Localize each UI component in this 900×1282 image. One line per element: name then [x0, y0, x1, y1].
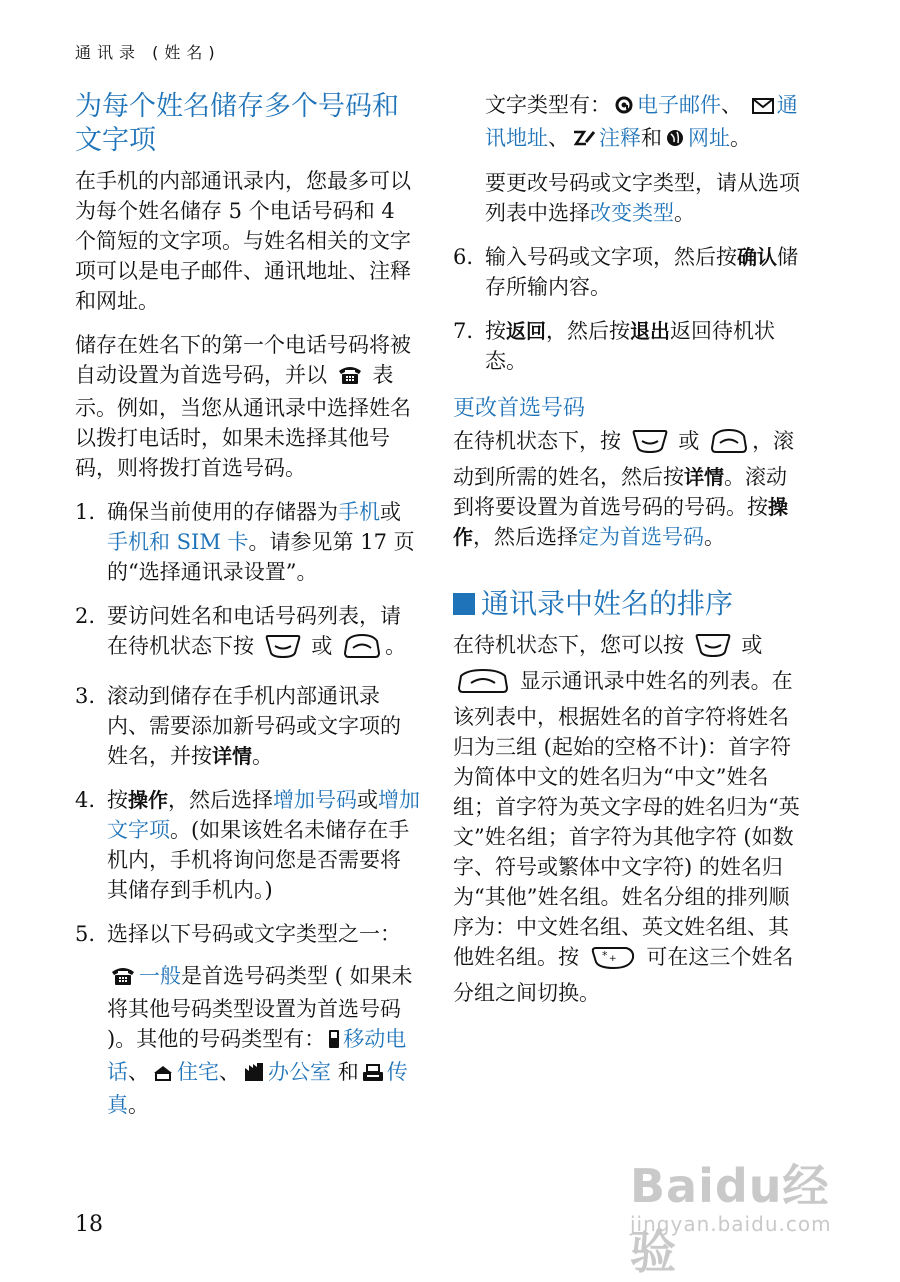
star-key-icon: [590, 944, 636, 978]
options-softkey-label: 操作: [453, 495, 788, 549]
and-text: 和: [337, 1060, 359, 1084]
intro-paragraph-1: 在手机的内部通讯录内，您最多可以为每个姓名储存 5 个电话号码和 4 个简短的文字项。与姓名相关的文字项可以是电子邮件、通讯地址、注释和网址。: [75, 169, 411, 313]
page-number: 18: [75, 1212, 103, 1237]
step5-text-a: 选择以下号码或文字类型之一：: [107, 922, 401, 946]
fax-type-option[interactable]: 传真: [107, 1060, 408, 1117]
step4-text-b: ，然后选择: [168, 788, 273, 812]
sub-text-a: 在待机状态下，按: [453, 429, 621, 453]
down-key-icon: [632, 428, 668, 462]
up-key-icon: [710, 428, 748, 462]
step2-text-b: 或: [311, 634, 333, 658]
step1-text-a: 确保当前使用的存储器为: [107, 500, 338, 524]
fax-icon: [362, 1060, 384, 1090]
separator: 、: [548, 126, 569, 150]
email-icon: [614, 93, 634, 123]
step6-text-a: 输入号码或文字项，然后按: [485, 245, 737, 269]
step7-text-c: 返回待机状态。: [485, 319, 775, 373]
set-preferred-option[interactable]: 定为首选号码: [578, 525, 704, 549]
sort-text-b: 显示通讯录中姓名的列表。在该列表中，根据姓名的首字符将姓名归为三组 (起始的空格不计)：首字符为简体中文的姓名归为“中文”姓名组；首字符为英文字母的姓名归为“英文”姓名组；首字符为其他字符 (如数字、符号或繁体中文字符) 的姓名归为“其他”姓名组。姓名分组的排列顺序为：中文姓名组、英文姓名组、其他姓名组。按: [453, 669, 800, 969]
home-icon: [152, 1060, 174, 1090]
step-number: 6.: [453, 245, 474, 269]
separator: 、: [721, 93, 742, 117]
right-column: [453, 90, 803, 1022]
step1-text-c: 。请参见第 17 页的“选择通讯录设置”。: [107, 530, 415, 584]
step5-text-b: 是首选号码类型 ( 如果未将其他号码类型设置为首选号码 )。其他的号码类型有：: [107, 964, 413, 1051]
step-4: [75, 785, 420, 905]
running-header: 通讯录 (姓名): [75, 43, 221, 62]
page-title: 为每个姓名储存多个号码和文字项: [75, 91, 399, 156]
svg-text:+: +: [608, 954, 617, 964]
url-type-option[interactable]: 网址: [688, 126, 730, 150]
phone-icon: [337, 363, 363, 393]
left-column: [75, 90, 420, 1134]
change-type-paragraph: [453, 168, 803, 228]
step2-text-a: 要访问姓名和电话号码列表，请在待机状态下按: [107, 604, 401, 658]
sort-text-a: 在待机状态下，您可以按: [453, 633, 684, 657]
and-text: 和: [641, 126, 662, 150]
change-type-option[interactable]: 改变类型: [590, 201, 674, 225]
sorting-paragraph: [453, 630, 803, 1008]
details-softkey-label: 详情: [684, 465, 724, 489]
step-number: 7.: [453, 319, 474, 343]
memory-phone-sim-option[interactable]: 手机和 SIM 卡: [107, 530, 249, 554]
step-7: [453, 316, 803, 376]
section-title-text: 通讯录中姓名的排序: [481, 587, 734, 620]
up-key-icon: [457, 668, 509, 702]
steps-list-right: [453, 242, 803, 376]
step-number: 4.: [75, 788, 96, 812]
section-square-icon: [453, 593, 475, 615]
home-type-option[interactable]: 住宅: [177, 1060, 219, 1084]
email-type-option[interactable]: 电子邮件: [637, 93, 721, 117]
note-icon: [572, 126, 596, 156]
step7-text-b: ，然后按: [546, 319, 630, 343]
intro2-text-b: 表示。例如，当您从通讯录中选择姓名以拨打电话时，如果未选择其他号码，则将拨打首选号码。: [75, 363, 411, 480]
details-softkey-label: 详情: [212, 744, 252, 768]
sub-text-c: 。滚动到将要设置为首选号码的号码。按: [453, 465, 787, 519]
add-text-option[interactable]: 增加文字项: [107, 788, 420, 842]
text-types-end: 。: [730, 126, 751, 150]
or-text: 或: [678, 429, 700, 453]
intro-paragraph-2: [75, 330, 420, 483]
add-number-option[interactable]: 增加号码: [273, 788, 357, 812]
subheading-change-preferred: 更改首选号码: [453, 396, 586, 421]
step-number: 1.: [75, 500, 96, 524]
or-text: 或: [741, 633, 763, 657]
watermark-url: jingyan.baidu.com: [630, 1212, 832, 1236]
svg-text:*: *: [601, 949, 608, 962]
change-preferred-paragraph: [453, 426, 803, 552]
general-type-option[interactable]: 一般: [139, 964, 181, 988]
step4-text-c: 或: [357, 788, 378, 812]
step4-text-d: 。(如果该姓名未储存在手机内，手机将询问您是否需要将其储存到手机内。): [107, 818, 410, 902]
step3-text-c: 。: [252, 744, 273, 768]
step-number: 3.: [75, 684, 96, 708]
options-softkey-label: 操作: [128, 788, 168, 812]
down-key-icon: [695, 632, 731, 666]
text-types-paragraph: [453, 90, 803, 156]
step4-text-a: 按: [107, 788, 128, 812]
step-6: [453, 242, 803, 302]
note-type-option[interactable]: 注释: [599, 126, 641, 150]
watermark-logo: Baidu经验: [630, 1159, 830, 1279]
number-types-paragraph: [107, 961, 420, 1120]
baidu-watermark: [630, 1150, 870, 1279]
steps-list-left: [75, 497, 420, 1120]
step-5: [75, 919, 420, 1120]
intro2-text-a: 储存在姓名下的第一个电话号码将被自动设置为首选号码，并以: [75, 333, 411, 387]
office-type-option[interactable]: 办公室: [268, 1060, 331, 1084]
address-icon: [752, 93, 774, 123]
step3-text-a: 滚动到储存在手机内部通讯录内、需要添加新号码或文字项的姓名，并按: [107, 684, 401, 768]
phone-icon: [110, 964, 136, 994]
section-title: [453, 586, 803, 622]
sub-end: 。: [704, 525, 725, 549]
step1-text-b: 或: [380, 500, 401, 524]
step6-text-b: 储存所输内容。: [485, 245, 798, 299]
down-key-icon: [265, 633, 301, 667]
confirm-softkey-label: 确认: [737, 245, 777, 269]
change-type-text: 要更改号码或文字类型，请从选项列表中选择: [485, 171, 800, 225]
step-2: [75, 601, 420, 667]
text-types-label: 文字类型有：: [485, 93, 611, 117]
step7-text-a: 按: [485, 319, 506, 343]
memory-phone-option[interactable]: 手机: [338, 500, 380, 524]
web-icon: [665, 126, 685, 156]
exit-softkey-label: 退出: [630, 319, 670, 343]
mobile-type-option[interactable]: 移动电话: [107, 1027, 407, 1084]
up-key-icon: [343, 633, 381, 667]
back-softkey-label: 返回: [506, 319, 546, 343]
step5-end: 。: [128, 1093, 149, 1117]
sub-text-d: ，然后选择: [473, 525, 578, 549]
mobile-icon: [328, 1027, 340, 1057]
step-number: 5.: [75, 922, 96, 946]
separator: 、: [219, 1060, 240, 1084]
sort-text-c: 可在这三个姓名分组之间切换。: [453, 945, 794, 1005]
office-icon: [243, 1060, 265, 1090]
address-type-option[interactable]: 通讯地址: [485, 93, 798, 150]
step-1: [75, 497, 420, 587]
change-type-end: 。: [674, 201, 695, 225]
sub-text-b: ，滚动到所需的姓名，然后按: [453, 429, 795, 489]
step-number: 2.: [75, 604, 96, 628]
separator: 、: [128, 1060, 149, 1084]
step2-text-c: 。: [385, 634, 407, 658]
step-3: [75, 681, 420, 771]
